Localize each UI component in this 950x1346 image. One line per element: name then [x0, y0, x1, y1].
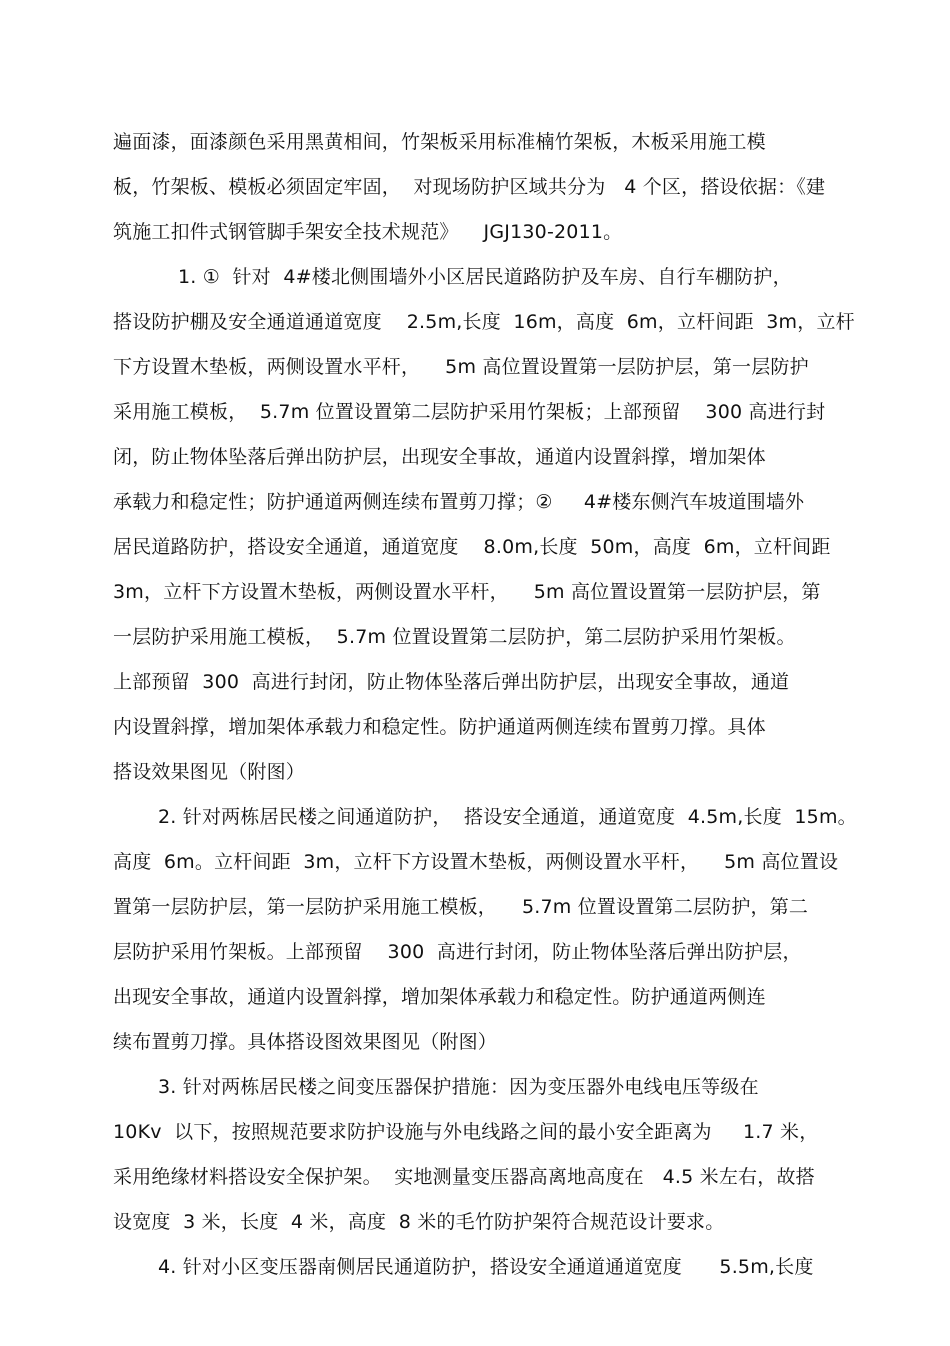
text-line: 置第一层防护层，第一层防护采用施工模板， 5.7m 位置设置第二层防护，第二 [113, 896, 809, 918]
text-line: 4. 针对小区变压器南侧居民通道防护，搭设安全通道通道宽度 5.5m,长度 [158, 1256, 814, 1278]
text-line: 10Kv 以下，按照规范要求防护设施与外电线路之间的最小安全距离为 1.7 米， [113, 1121, 819, 1143]
text-line: 搭设防护棚及安全通道通道宽度 2.5m,长度 16m，高度 6m，立杆间距 3m，立杆 [113, 311, 855, 333]
text-line: 搭设效果图见（附图） [113, 761, 306, 783]
text-line: 遍面漆，面漆颜色采用黑黄相间，竹架板采用标准楠竹架板，木板采用施工模 [113, 131, 766, 153]
text-line: 层防护采用竹架板。上部预留 300 高进行封闭，防止物体坠落后弹出防护层， [113, 941, 802, 963]
text-line: 闭，防止物体坠落后弹出防护层，出现安全事故，通道内设置斜撑，增加架体 [113, 446, 766, 468]
text-line: 筑施工扣件式钢管脚手架安全技术规范》 JGJ130-2011。 [113, 221, 623, 243]
text-line: 3m，立杆下方设置木垫板，两侧设置水平杆， 5m 高位置设置第一层防护层，第 [113, 581, 821, 603]
text-line: 3. 针对两栋居民楼之间变压器保护措施：因为变压器外电线电压等级在 [158, 1076, 759, 1098]
text-line: 2. 针对两栋居民楼之间通道防护， 搭设安全通道，通道宽度 4.5m,长度 15m。 [158, 806, 857, 828]
text-line: 上部预留 300 高进行封闭，防止物体坠落后弹出防护层，出现安全事故，通道 [113, 671, 790, 693]
text-line: 出现安全事故，通道内设置斜撑，增加架体承载力和稳定性。防护通道两侧连 [113, 986, 766, 1008]
text-line: 设宽度 3 米，长度 4 米，高度 8 米的毛竹防护架符合规范设计要求。 [113, 1211, 725, 1233]
text-line: 采用绝缘材料搭设安全保护架。 实地测量变压器高离地高度在 4.5 米左右，故搭 [113, 1166, 815, 1188]
text-line: 高度 6m。立杆间距 3m，立杆下方设置木垫板，两侧设置水平杆， 5m 高位置设 [113, 851, 839, 873]
text-line: 居民道路防护，搭设安全通道，通道宽度 8.0m,长度 50m，高度 6m，立杆间距 [113, 536, 831, 558]
text-line: 一层防护采用施工模板， 5.7m 位置设置第二层防护，第二层防护采用竹架板。 [113, 626, 796, 648]
text-line: 板，竹架板、模板必须固定牢固， 对现场防护区域共分为 4 个区，搭设依据：《建 [113, 176, 826, 198]
text-line: 承载力和稳定性；防护通道两侧连续布置剪刀撑；② 4#楼东侧汽车坡道围墙外 [113, 491, 805, 513]
text-line: 续布置剪刀撑。具体搭设图效果图见（附图） [113, 1031, 498, 1053]
text-line: 采用施工模板， 5.7m 位置设置第二层防护采用竹架板；上部预留 300 高进行封 [113, 401, 826, 423]
text-line: 下方设置木垫板，两侧设置水平杆， 5m 高位置设置第一层防护层，第一层防护 [113, 356, 809, 378]
text-line: 内设置斜撑，增加架体承载力和稳定性。防护通道两侧连续布置剪刀撑。具体 [113, 716, 766, 738]
text-line: 1. ① 针对 4#楼北侧围墙外小区居民道路防护及车房、自行车棚防护， [178, 266, 792, 288]
